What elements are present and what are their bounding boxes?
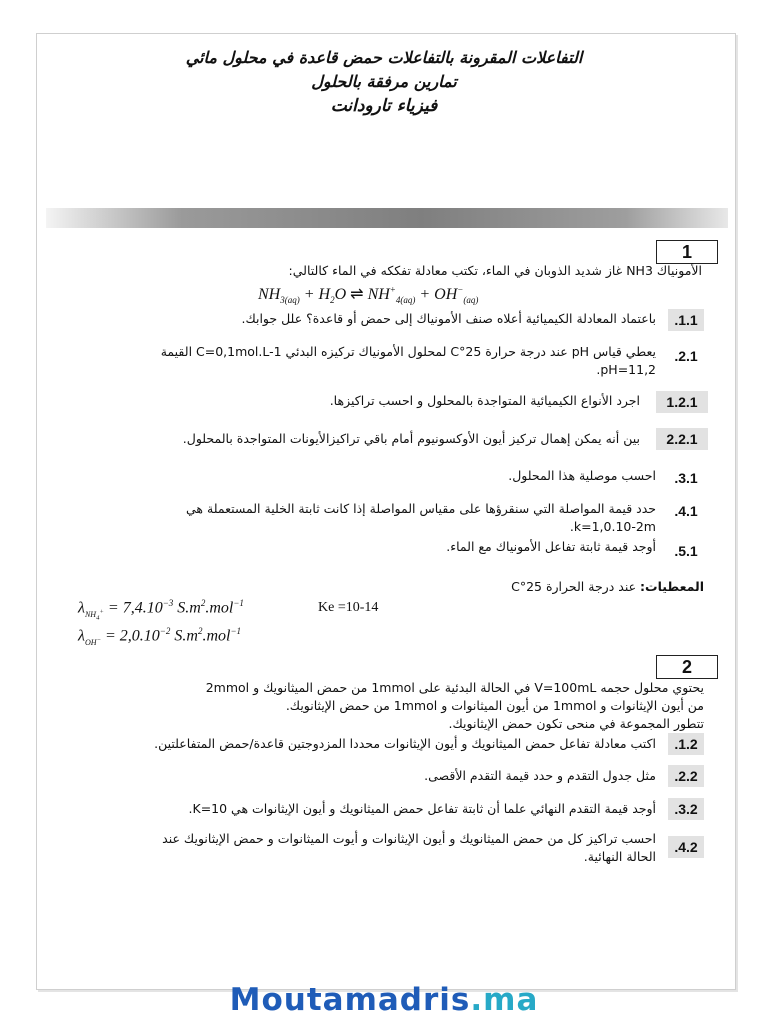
ex1-q22-number: 2.2.1: [656, 428, 708, 450]
exercise-1-number: 1: [656, 240, 718, 264]
ex1-q4-text-line2: k=1,0.10-2m.: [569, 519, 656, 534]
ex1-q4-number: .4.1: [668, 500, 704, 522]
ex1-q22-text: بين أنه يمكن إهمال تركيز أيون الأوكسونيوم أمام باقي تراكيزالأيونات المتواجدة بالمحلول.: [182, 431, 640, 446]
ex1-q21-number: 1.2.1: [656, 391, 708, 413]
doc-author: فيزياء تارودانت: [330, 96, 438, 116]
ex1-q3-number: .3.1: [668, 467, 704, 489]
ex2-q1-number: .1.2: [668, 733, 704, 755]
ex2-q4-text-line2: الحالة النهائية.: [583, 849, 656, 864]
header-divider-band: [46, 208, 728, 228]
ex2-intro-line2: من أيون الإيثانوات و 1mmol من أيون الميثانوات و 1mmol من حمض الإيثانويك.: [285, 698, 704, 713]
doc-subtitle: تمارين مرفقة بالحلول: [311, 72, 457, 91]
ex2-intro-line3: تتطور المجموعة في منحى تكون حمض الإيثانويك.: [448, 716, 704, 731]
ex2-q3-number: .3.2: [668, 798, 704, 820]
data-label: المعطيات:: [640, 579, 704, 594]
data-temperature: عند درجة الحرارة 25°C: [511, 579, 637, 594]
ex1-q3-text: احسب موصلية هذا المحلول.: [508, 468, 656, 483]
ex1-q2-number: .2.1: [668, 345, 704, 367]
ex1-equation: $NH_{3(aq)} + H_2O$ ⇌ $NH^+_{4(aq)} + OH^-_{(aq)}$: [258, 284, 479, 306]
ex2-q1-text: اكتب معادلة تفاعل حمض الميثانويك و أيون الإيثانوات محددا المزدوجتين قاعدة/حمض المتفاعلتين.: [154, 736, 656, 751]
site-logo-tld: .ma: [470, 982, 539, 1018]
ex1-q2-text-line2: pH=11,2.: [596, 362, 656, 377]
ex2-q2-text: مثل جدول التقدم و حدد قيمة التقدم الأقصى.: [424, 768, 656, 783]
ex1-q2-text-line1: يعطي قياس pH عند درجة حرارة 25°C لمحلول الأمونياك تركيزه البدئي C=0,1mol.L-1 القيمة: [160, 344, 656, 359]
ex1-q1-text: باعتماد المعادلة الكيميائية أعلاه صنف الأمونياك إلى حمض أو قاعدة؟ علل جوابك.: [241, 311, 656, 326]
doc-title: التفاعلات المقرونة بالتفاعلات حمض قاعدة في محلول مائي: [185, 48, 583, 67]
ex1-q21-text: اجرد الأنواع الكيميائية المتواجدة بالمحلول و احسب تراكيزها.: [329, 393, 640, 408]
ex2-q2-number: .2.2: [668, 765, 704, 787]
ex2-q4-text-line1: احسب تراكيز كل من حمض الميثانويك و أيون الإيثانوات و أيوت الميثانوات و حمض الإيثانويك عند: [162, 831, 656, 846]
ex1-q5-text: أوجد قيمة ثابتة تفاعل الأمونياك مع الماء.: [446, 539, 656, 554]
ex2-q3-text: أوجد قيمة التقدم النهائي علما أن ثابتة تفاعل حمض الميثانويك و أيون الإيثانوات هي K=10.: [188, 801, 656, 816]
ke-value: Ke =10-14: [318, 600, 379, 615]
ex1-data-line: [84, 578, 704, 595]
ex1-q4-text-line1: حدد قيمة المواصلة التي سنقرؤها على مقياس المواصلة إذا كانت ثابتة الخلية المستعملة هي: [186, 501, 656, 516]
site-logo[interactable]: [0, 982, 768, 1018]
lambda-nh4-formula: $\lambda_{NH_4^+} = 7,4.10^{-3}$ $S.m^2.mol^{-1}$: [78, 598, 244, 622]
ex1-q1-number: .1.1: [668, 309, 704, 331]
ex2-intro-line1: يحتوي محلول حجمه V=100mL في الحالة البدئية على 1mmol من حمض الميثانويك و 2mmol: [205, 680, 704, 695]
ex1-q5-number: .5.1: [668, 540, 704, 562]
site-logo-name: Moutamadris: [229, 982, 471, 1018]
ex1-intro: الأمونياك NH3 غاز شديد الذوبان في الماء، تكتب معادلة تفككه في الماء كالتالي:: [288, 263, 702, 278]
exercise-2-number: 2: [656, 655, 718, 679]
ex2-q4-number: .4.2: [668, 836, 704, 858]
lambda-oh-formula: $\lambda_{OH^-} = 2,0.10^{-2}$ $S.m^2.mol^{-1}$: [78, 626, 242, 647]
